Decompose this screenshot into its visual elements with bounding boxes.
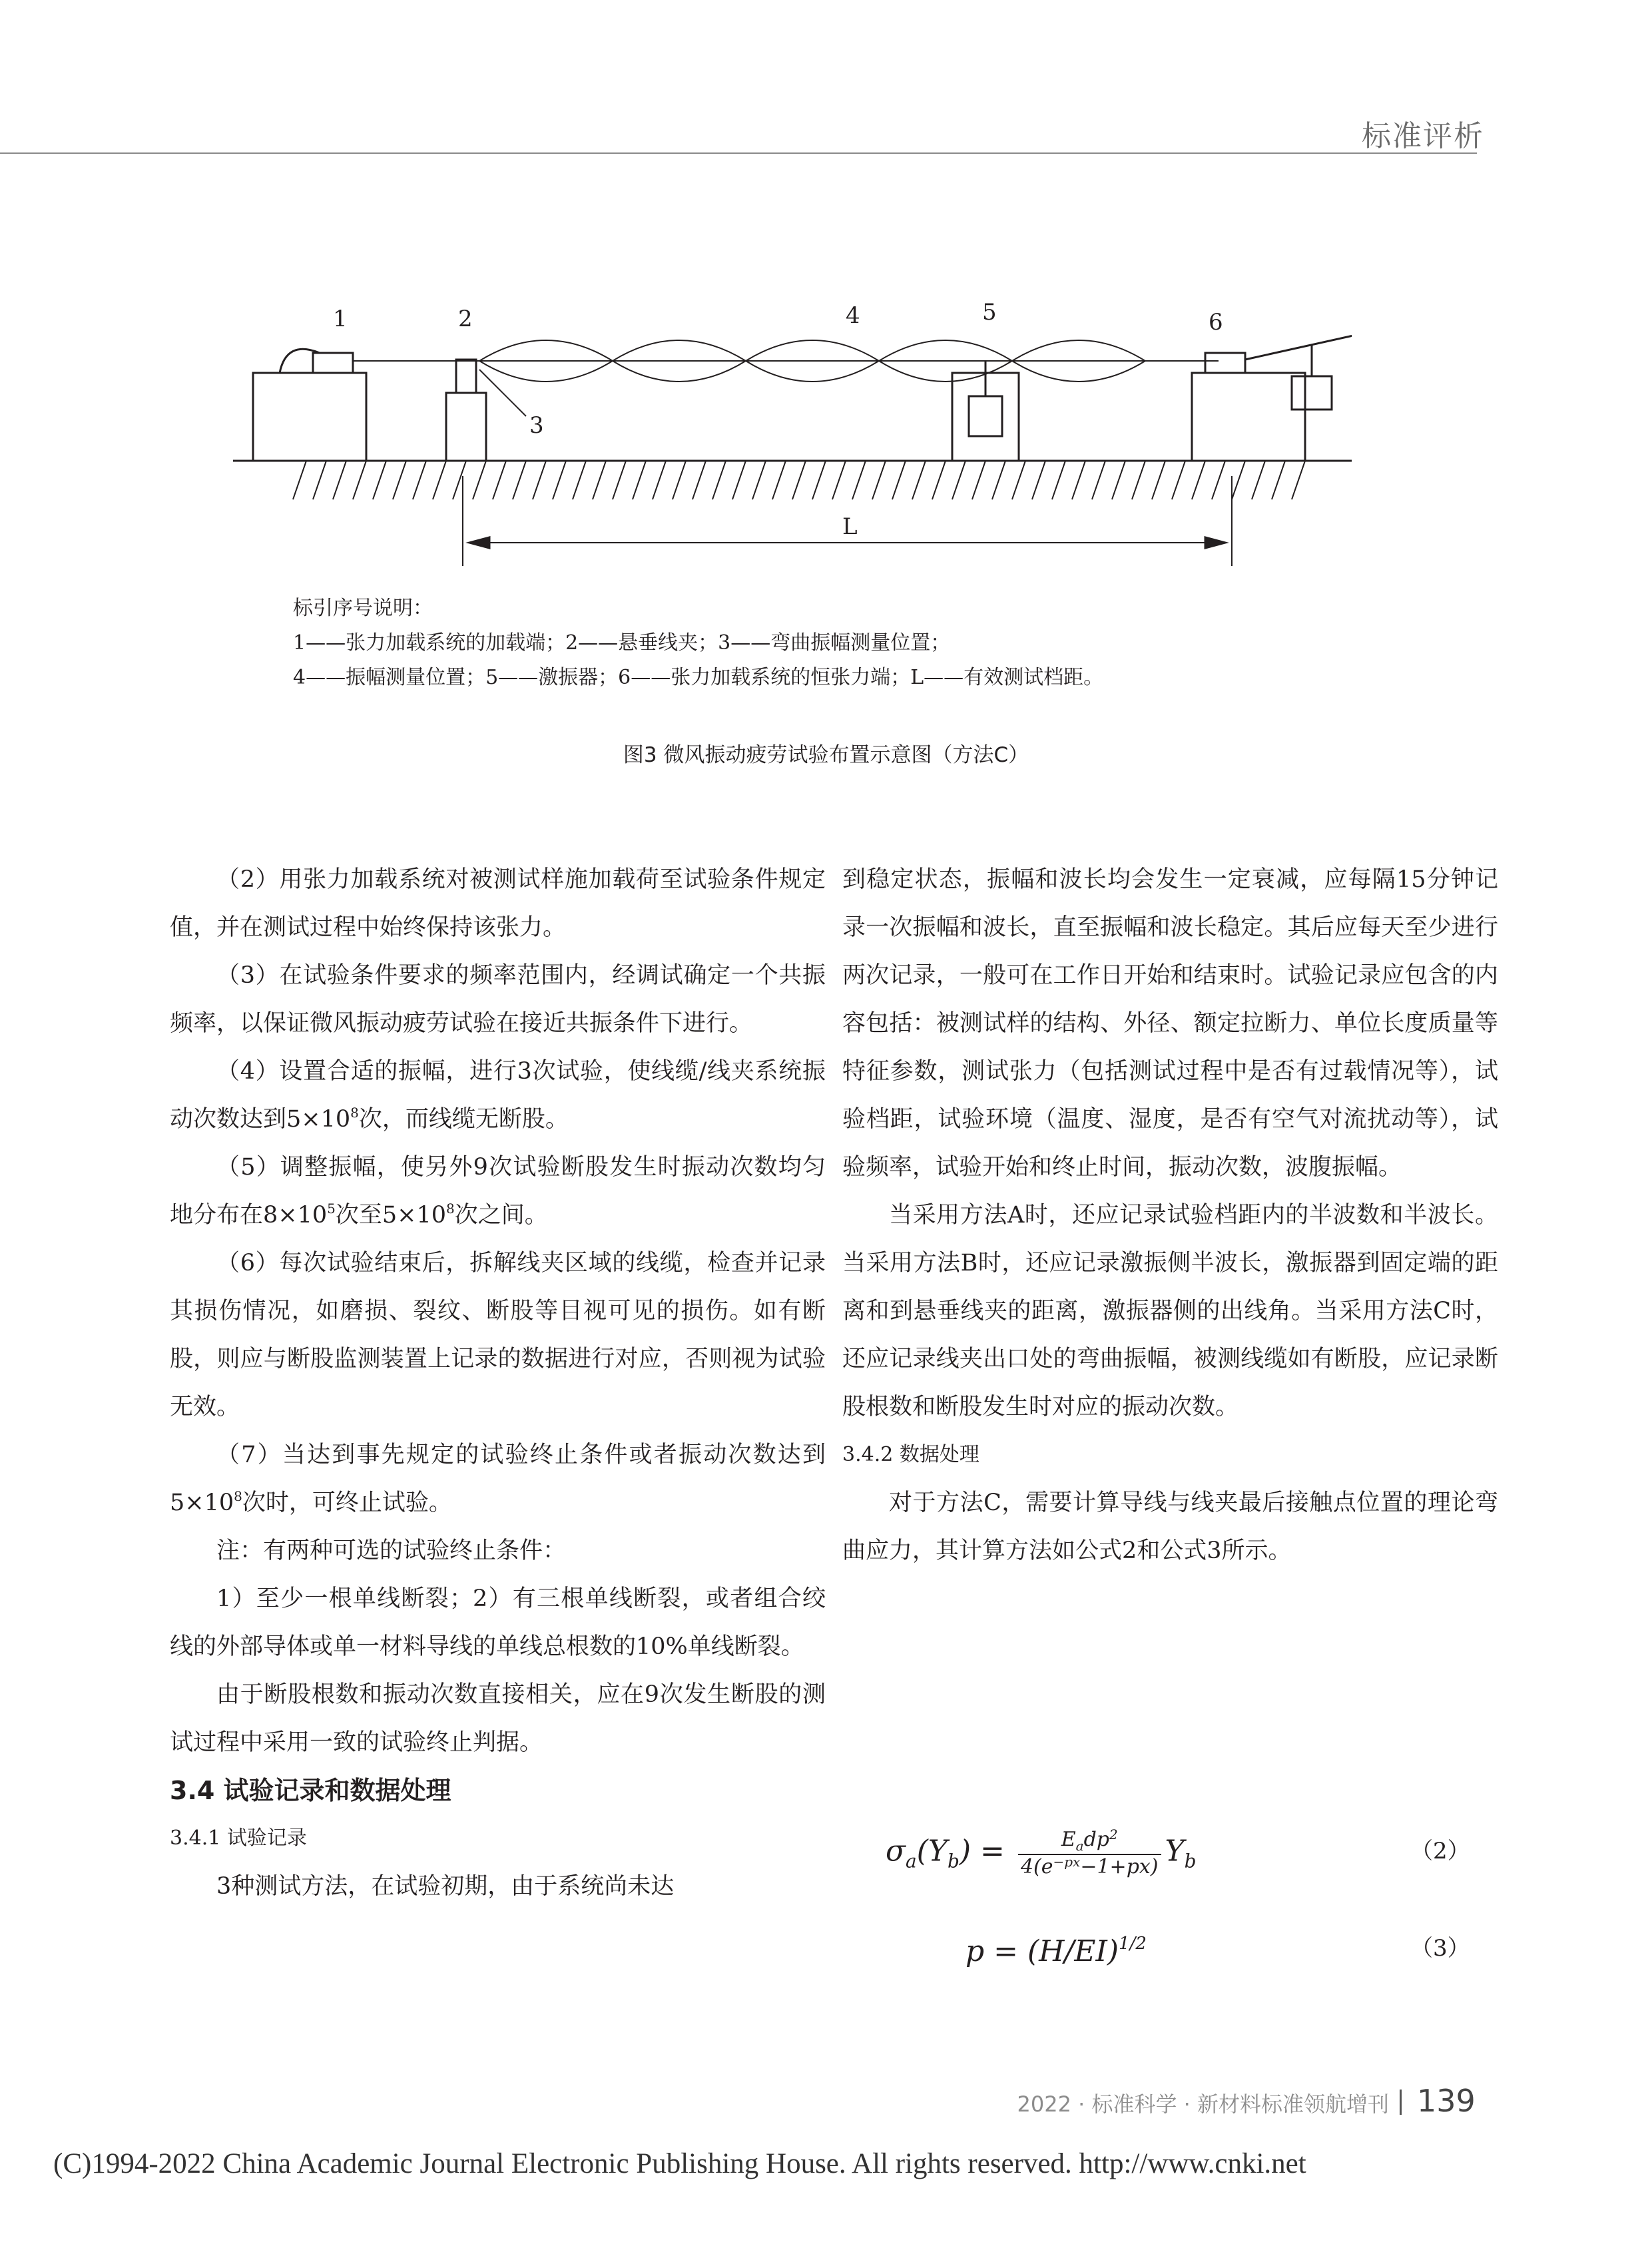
suspension-clamp	[456, 360, 476, 393]
paragraph-step-6: （6）每次试验结束后，拆解线夹区域的线缆，检查并记录其损伤情况，如磨损、裂纹、断股等目视可见的损伤。如有断股，则应与断股监测装置上记录的数据进行对应，否则视为试验无效。	[170, 1250, 826, 1420]
paragraph-step-4: （4）设置合适的振幅，进行3次试验，使线缆/线夹系统振动次数达到$5\times 10^8$次，而线缆无断股。	[170, 1058, 826, 1133]
label-2: 2	[458, 306, 473, 332]
legend-title: 标引序号说明：	[293, 597, 433, 620]
formula-2: $\sigma_a(Y_b)$ = $E_adp^2$ $4(e^{-px}-1+px)$ $Y_b$	[886, 1826, 1197, 1878]
label-3: 3	[529, 412, 544, 439]
note-heading: 注：有两种可选的试验终止条件：	[216, 1538, 567, 1564]
left-column	[170, 856, 826, 1910]
figure-caption: 图3 微风振动疲劳试验布置示意图（方法C）	[623, 743, 1029, 767]
subsection-heading-3-4-1: 3.4.1 试验记录	[170, 1826, 307, 1850]
paragraph-step-7: （7）当达到事先规定的试验终止条件或者振动次数达到$5\times 10^8$次时，可终止试验。	[170, 1442, 826, 1516]
legend-line-1: 1——张力加载系统的加载端；2——悬垂线夹；3——弯曲振幅测量位置；	[293, 631, 951, 655]
standing-wave-upper	[479, 340, 1145, 361]
subsection-heading-3-4-2: 3.4.2 数据处理	[842, 1443, 979, 1466]
equation-number-2: （2）	[1410, 1838, 1470, 1864]
paragraph-step-3: （3）在试验条件要求的频率范围内，经调试确定一个共振频率，以保证微风振动疲劳试验在接近共振条件下进行。	[170, 962, 826, 1037]
formula-3: $p = (H/EI)^{1/2}$	[965, 1934, 1147, 1968]
tension-end-pulley	[1205, 353, 1245, 373]
paragraph-methods: 当采用方法A时，还应记录试验档距内的半波数和半波长。当采用方法B时，还应记录激振侧半波长，激振器到固定端的距离和到悬垂线夹的距离，激振器侧的出线角。当采用方法C时，还应记录线夹出口处的弯曲振幅，被测线缆如有断股，应记录断股根数和断股发生时对应的振动次数。	[842, 1202, 1498, 1420]
legend-line-2: 4——振幅测量位置；5——激振器；6——张力加载系统的恒张力端；L——有效测试档距。	[293, 666, 1104, 689]
tension-end-block	[1192, 373, 1305, 461]
paragraph-data-processing: 对于方法C，需要计算导线与线夹最后接触点位置的理论弯曲应力，其计算方法如公式2和公式3所示。	[842, 1490, 1498, 1564]
copyright-line: (C)1994-2022 China Academic Journal Electronic Publishing House. All rights reserved. http://www.cnki.net	[53, 2148, 1306, 2179]
shaker-body	[969, 396, 1002, 436]
figure-legend	[293, 591, 1103, 695]
label-5: 5	[982, 299, 997, 326]
section-heading-3-4: 3.4 试验记录和数据处理	[170, 1776, 451, 1805]
clamp-support	[446, 393, 486, 461]
load-end-winch	[313, 353, 353, 373]
note-items: 1）至少一根单线断裂；2）有三根单线断裂，或者组合绞线的外部导体或单一材料导线的单线总根数的10%单线断裂。	[170, 1585, 826, 1660]
counterweight	[1292, 376, 1332, 410]
footer-divider	[1400, 2090, 1402, 2115]
ground-hatching	[293, 461, 1305, 499]
section-title: 标准评析	[1362, 119, 1484, 153]
page-number: 139	[1417, 2083, 1476, 2119]
label-1: 1	[333, 306, 348, 332]
header-rule	[0, 152, 1477, 154]
load-end-block	[253, 373, 366, 461]
standing-wave-lower	[479, 361, 1145, 382]
paragraph-step-2: （2）用张力加载系统对被测试样施加载荷至试验条件规定值，并在测试过程中始终保持该张力。	[170, 866, 826, 941]
paragraph-records-start: 3种测试方法，在试验初期，由于系统尚未达	[216, 1873, 675, 1900]
label-4: 4	[846, 302, 860, 329]
label-span: L	[842, 513, 858, 540]
paragraph-step-5: （5）调整振幅，使另外9次试验断股发生时振动次数均匀地分布在$8\times 10^5$次至$5\times 10^8$次之间。	[170, 1154, 826, 1229]
label-6: 6	[1209, 309, 1223, 336]
paragraph-criteria: 由于断股根数和振动次数直接相关，应在9次发生断股的测试过程中采用一致的试验终止判据。	[170, 1681, 826, 1756]
paragraph-records-cont: 到稳定状态，振幅和波长均会发生一定衰减，应每隔15分钟记录一次振幅和波长，直至振幅和波长稳定。其后应每天至少进行两次记录，一般可在工作日开始和结束时。试验记录应包含的内容包括：被测试样的结构、外径、额定拉断力、单位长度质量等特征参数，测试张力（包括测试过程中是否有过载情况等），试验档距，试验环境（温度、湿度，是否有空气对流扰动等），试验频率，试验开始和终止时间，振动次数，波腹振幅。	[842, 866, 1498, 1181]
test-layout-diagram	[233, 286, 1352, 593]
equation-number-3: （3）	[1410, 1935, 1470, 1962]
right-column	[842, 856, 1498, 1575]
footer-journal: 2022 · 标准科学 · 新材料标准领航增刊	[1017, 2092, 1389, 2117]
